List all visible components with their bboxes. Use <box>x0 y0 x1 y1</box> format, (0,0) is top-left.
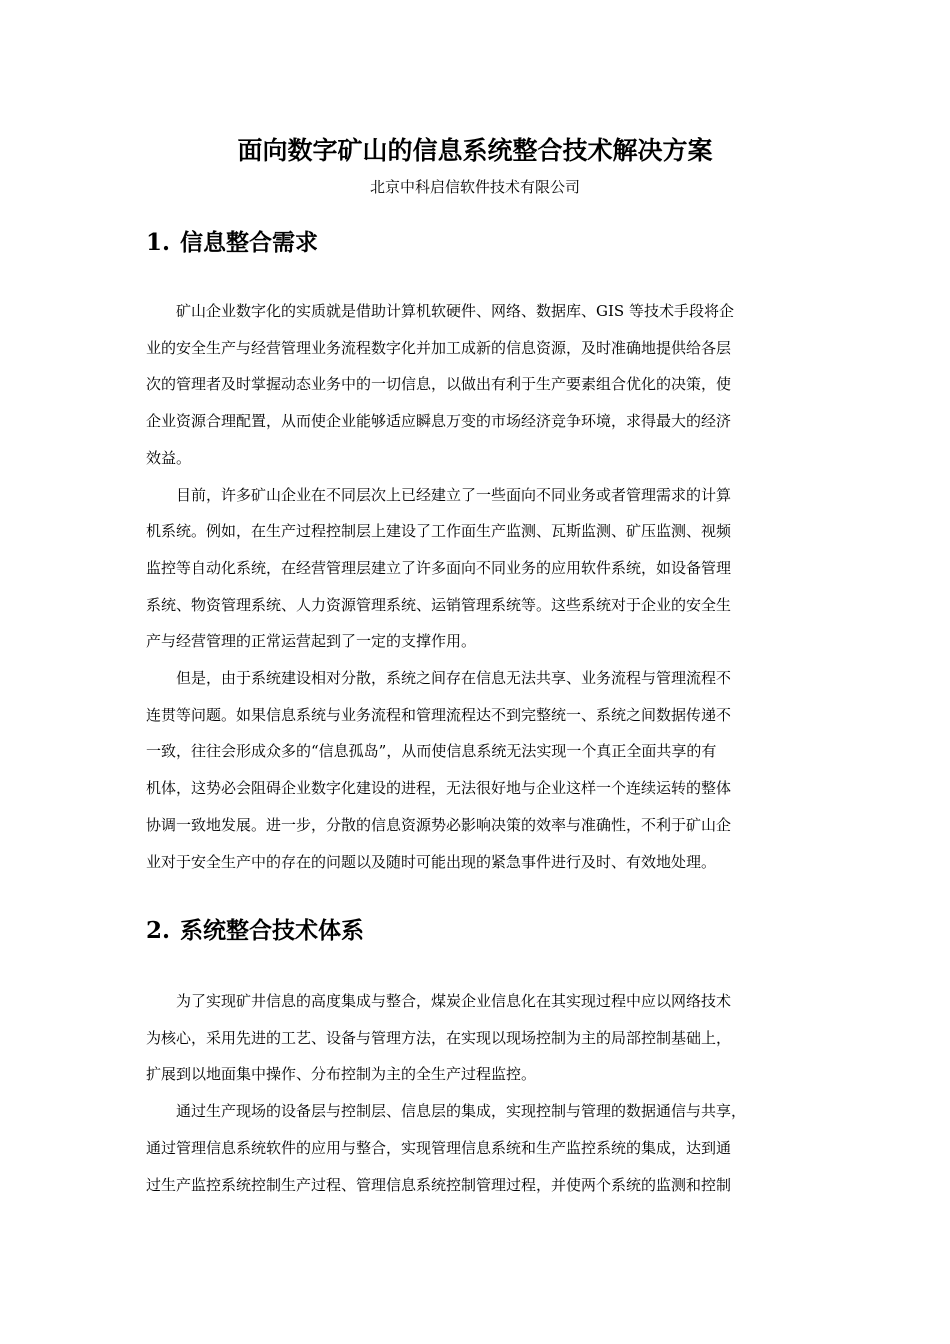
text-line: 通过管理信息系统软件的应用与整合，实现管理信息系统和生产监控系统的集成，达到通 <box>146 1138 732 1157</box>
text-line: 扩展到以地面集中操作、分布控制为主的全生产过程监控。 <box>146 1065 537 1084</box>
text-line: 通过生产现场的设备层与控制层、信息层的集成，实现控制与管理的数据通信与共享， <box>176 1102 747 1121</box>
paragraph <box>146 477 806 661</box>
document-title: 面向数字矿山的信息系统整合技术解决方案 <box>237 136 713 165</box>
text-line: 过生产监控系统控制生产过程、管理信息系统控制管理过程，并使两个系统的监测和控制 <box>146 1175 732 1194</box>
text-line: 连贯等问题。如果信息系统与业务流程和管理流程达不到完整统一、系统之间数据传递不 <box>146 705 732 724</box>
section-title: 系统整合技术体系 <box>180 918 365 944</box>
text-line: 次的管理者及时掌握动态业务中的一切信息，以做出有利于生产要素组合优化的决策，使 <box>146 375 732 394</box>
section-number: 1. <box>146 229 171 256</box>
text-line: 企业资源合理配置，从而使企业能够适应瞬息万变的市场经济竞争环境，求得最大的经济 <box>146 412 732 431</box>
section-title: 信息整合需求 <box>180 230 319 256</box>
paragraph <box>146 1093 806 1203</box>
section-1-body <box>146 293 806 880</box>
paragraph <box>146 983 806 1093</box>
paragraph <box>146 660 806 880</box>
text-line: 机体，这势必会阻碍企业数字化建设的进程，无法很好地与企业这样一个连续运转的整体 <box>146 779 732 798</box>
text-line: 业的安全生产与经营管理业务流程数字化并加工成新的信息资源，及时准确地提供给各层 <box>146 338 732 357</box>
text-line: 为核心，采用先进的工艺、设备与管理方法，在实现以现场控制为主的局部控制基础上， <box>146 1028 732 1047</box>
text-line: 为了实现矿井信息的高度集成与整合，煤炭企业信息化在其实现过程中应以网络技术 <box>176 992 732 1010</box>
text-line: 协调一致地发展。进一步，分散的信息资源势必影响决策的效率与准确性，不利于矿山企 <box>146 815 732 834</box>
text-line: 目前，许多矿山企业在不同层次上已经建立了一些面向不同业务或者管理需求的计算 <box>176 485 732 504</box>
text-line: 产与经营管理的正常运营起到了一定的支撑作用。 <box>146 632 477 651</box>
text-line: 但是，由于系统建设相对分散，系统之间存在信息无法共享、业务流程与管理流程不 <box>176 669 732 688</box>
text-line: 矿山企业数字化的实质就是借助计算机软硬件、网络、数据库、GIS 等技术手段将企 <box>176 302 734 320</box>
text-line: 监控等自动化系统，在经营管理层建立了许多面向不同业务的应用软件系统，如设备管理 <box>146 558 732 577</box>
section-number: 2. <box>146 917 171 944</box>
text-line: 机系统。例如，在生产过程控制层上建设了工作面生产监测、瓦斯监测、矿压监测、视频 <box>146 522 732 541</box>
section-1-heading <box>146 226 318 260</box>
paragraph <box>146 293 806 477</box>
text-line: 系统、物资管理系统、人力资源管理系统、运销管理系统等。这些系统对于企业的安全生 <box>146 595 732 614</box>
section-2-body <box>146 983 806 1203</box>
text-line: 一致，往往会形成众多的“信息孤岛”，从而使信息系统无法实现一个真正全面共享的有 <box>146 742 717 761</box>
text-line: 效益。 <box>146 448 192 467</box>
text-line: 业对于安全生产中的存在的问题以及随时可能出现的紧急事件进行及时、有效地处理。 <box>146 852 717 871</box>
document-subtitle: 北京中科启信软件技术有限公司 <box>369 178 580 196</box>
section-2-heading <box>146 914 364 948</box>
